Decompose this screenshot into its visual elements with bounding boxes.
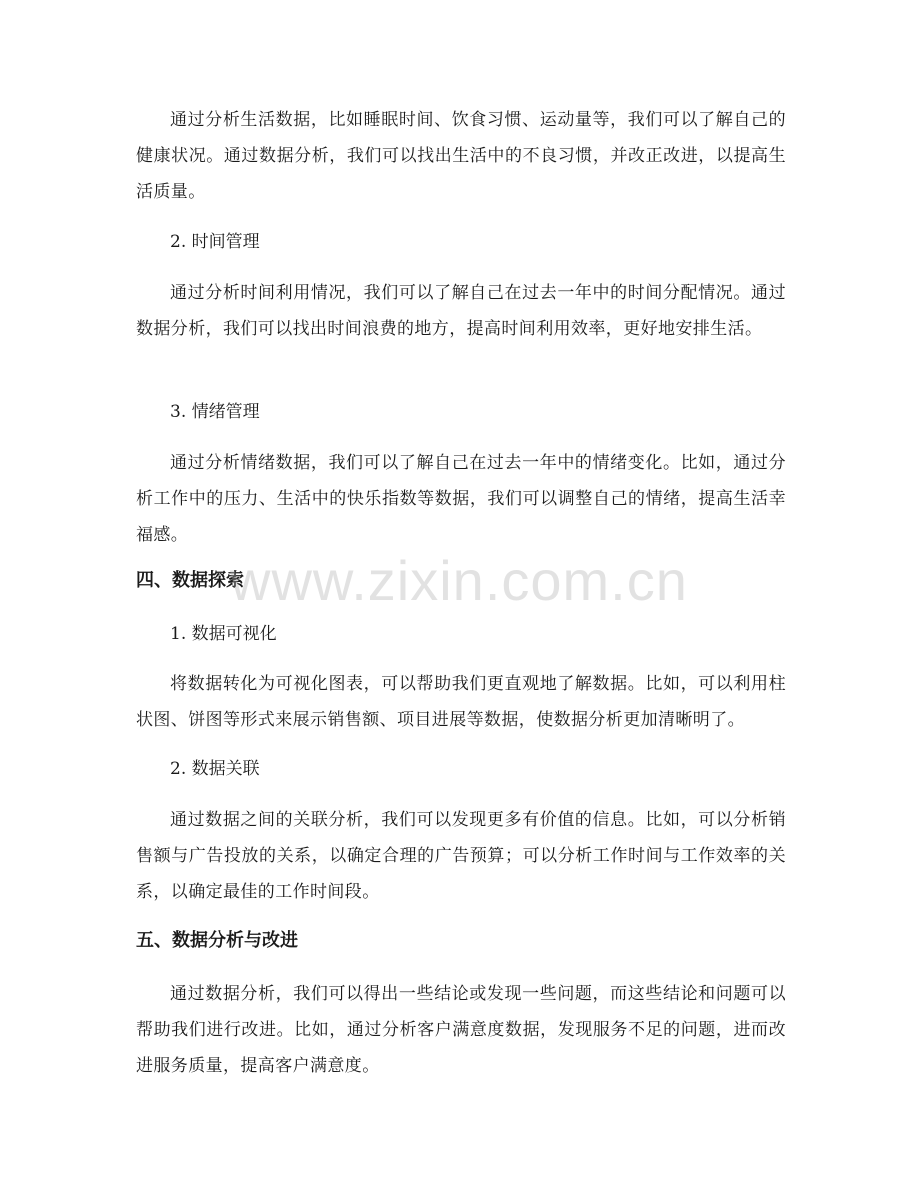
paragraph-analysis-improvement: 通过数据分析，我们可以得出一些结论或发现一些问题，而这些结论和问题可以帮助我们进行改进。比如，通过分析客户满意度数据，发现服务不足的问题，进而改进服务质量，提高客户满意度。 [136,984,786,1076]
paragraph-data-visualization: 将数据转化为可视化图表，可以帮助我们更直观地了解数据。比如，可以利用柱状图、饼图等形式来展示销售额、项目进展等数据，使数据分析更加清晰明了。 [136,674,786,730]
subheading-emotion-management: 3. 情绪管理 [170,402,260,422]
subheading-data-association: 2. 数据关联 [170,759,260,779]
section-heading-data-exploration: 四、数据探索 [136,570,244,591]
paragraph-time-management: 通过分析时间利用情况，我们可以了解自己在过去一年中的时间分配情况。通过数据分析，我们可以找出时间浪费的地方，提高时间利用效率，更好地安排生活。 [136,283,786,339]
paragraph-data-association: 通过数据之间的关联分析，我们可以发现更多有价值的信息。比如，可以分析销售额与广告投放的关系，以确定合理的广告预算；可以分析工作时间与工作效率的关系，以确定最佳的工作时间段。 [136,810,786,902]
paragraph-health: 通过分析生活数据，比如睡眠时间、饮食习惯、运动量等，我们可以了解自己的健康状况。通过数据分析，我们可以找出生活中的不良习惯，并改正改进，以提高生活质量。 [136,110,786,202]
paragraph-emotion-management: 通过分析情绪数据，我们可以了解自己在过去一年中的情绪变化。比如，通过分析工作中的压力、生活中的快乐指数等数据，我们可以调整自己的情绪，提高生活幸福感。 [136,453,786,545]
subheading-time-management: 2. 时间管理 [170,232,260,252]
subheading-data-visualization: 1. 数据可视化 [170,624,277,644]
watermark: www.zixin.com.cn [230,549,688,612]
section-heading-analysis-improvement: 五、数据分析与改进 [136,930,298,951]
